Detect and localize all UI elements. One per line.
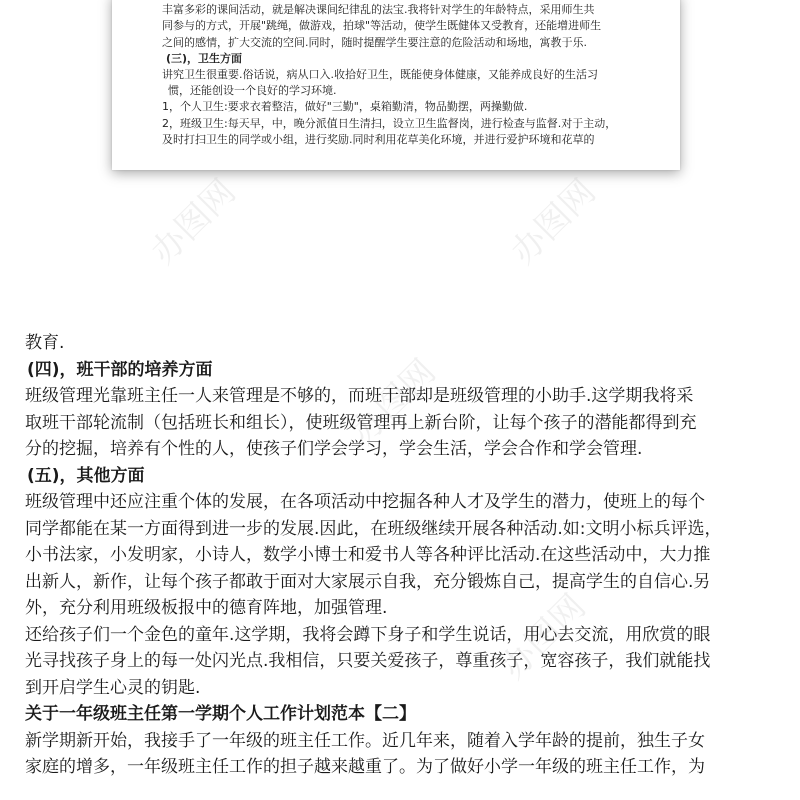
body-line: 班级管理中还应注重个体的发展，在各项活动中挖掘各种人才及学生的潜力，使班上的每个 — [25, 492, 705, 512]
body-line: 家庭的增多，一年级班主任工作的担子越来越重了。为了做好小学一年级的班主任工作，为 — [25, 757, 705, 777]
watermark: 办图网 — [143, 171, 244, 273]
section-heading-4: (四)，班干部的培养方面 — [27, 359, 213, 380]
preview-line: 同参与的方式，开展"跳绳，做游戏，拍球"等活动，使学生既健体又受教育，还能增进师生 — [162, 19, 602, 33]
body-line: 新学期新开始，我接手了一年级的班主任工作。近几年来，随着入学年龄的提前，独生子女 — [25, 730, 705, 751]
preview-line: 2，班级卫生:每天早，中，晚分派值日生清扫，设立卫生监督岗，进行检查与监督.对于主动， — [162, 116, 617, 130]
watermark: 办图网 — [493, 586, 594, 688]
body-line: 外，充分利用班级板报中的德育阵地，加强管理. — [25, 598, 388, 618]
body-line: 到开启学生心灵的钥匙. — [25, 677, 201, 698]
preview-line: 之间的感情，扩大交流的空间.同时，随时提醒学生要注意的危险活动和场地，寓教于乐. — [162, 35, 587, 49]
preview-line: 1，个人卫生:要求衣着整洁，做好"三勤"，桌箱勤清，物品勤摆，两操勤做. — [162, 100, 528, 114]
document-body — [25, 330, 785, 781]
body-line: 小书法家，小发明家，小诗人，数学小博士和爱书人等各种评比活动.在这些活动中，大力推 — [25, 545, 711, 565]
body-line: 班级管理光靠班主任一人来管理是不够的，而班干部却是班级管理的小助手.这学期我将采 — [25, 386, 694, 406]
document-preview-text — [162, 0, 662, 148]
preview-line: 讲究卫生很重要.俗话说，病从口入.收拾好卫生，既能使身体健康，又能养成良好的生活习 — [162, 68, 598, 82]
body-line: 教育. — [25, 333, 65, 353]
body-line: 光寻找孩子身上的每一处闪光点.我相信，只要关爱孩子，尊重孩子，宽容孩子，我们就能找 — [25, 651, 711, 671]
body-line: 还给孩子们一个金色的童年.这学期，我将会蹲下身子和学生说话，用心去交流，用欣赏的眼 — [25, 624, 711, 645]
preview-section-heading: (三)，卫生方面 — [166, 51, 243, 65]
body-line: 出新人，新作，让每个孩子都敢于面对大家展示自我，充分锻炼自己，提高学生的自信心.另 — [25, 571, 711, 592]
body-line: 分的挖掘，培养有个性的人，使孩子们学会学习，学会生活，学会合作和学会管理. — [25, 439, 643, 459]
body-line: 取班干部轮流制（包括班长和组长），使班级管理再上新台阶，让每个孩子的潜能都得到充 — [25, 412, 697, 433]
watermark: 办图网 — [343, 351, 444, 453]
section-heading-5: (五)，其他方面 — [27, 465, 145, 486]
document-preview-card — [112, 0, 680, 170]
preview-line: 惯，还能创设一个良好的学习环境. — [168, 84, 337, 98]
body-line: 同学都能在某一方面得到进一步的发展.因此，在班级继续开展各种活动.如:文明小标兵评选， — [25, 518, 722, 539]
article-title: 关于一年级班主任第一学期个人工作计划范本【二】 — [25, 704, 416, 724]
preview-line: 及时打扫卫生的同学或小组，进行奖励.同时利用花草美化环境，并进行爱护环境和花草的 — [162, 132, 595, 146]
preview-line: 丰富多彩的课间活动，就是解决课间纪律乱的法宝.我将针对学生的年龄特点，采用师生共 — [162, 3, 595, 17]
watermark: 办图网 — [503, 171, 604, 273]
